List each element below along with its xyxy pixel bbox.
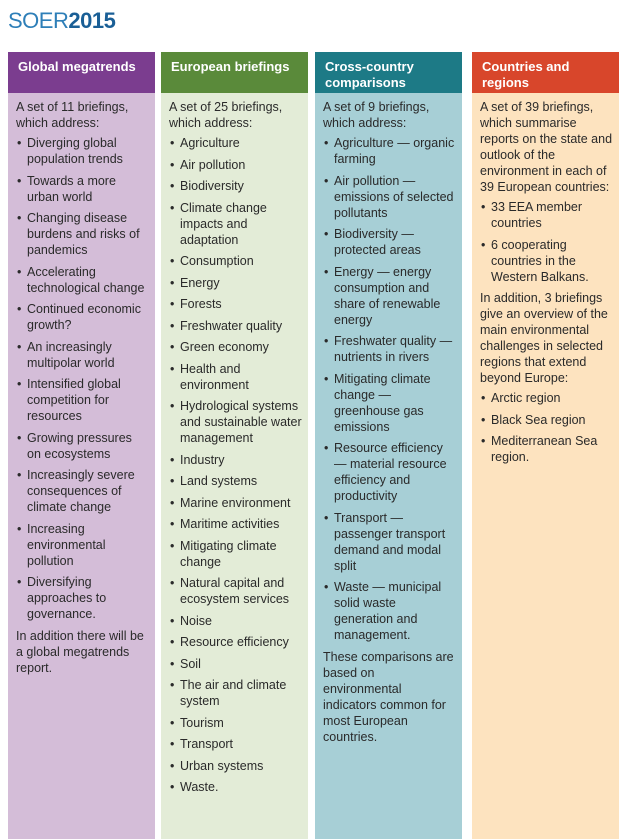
list-item: • Diverging global population trends bbox=[16, 135, 149, 167]
column-body bbox=[8, 93, 155, 839]
list-item: • Intensified global competition for resources bbox=[16, 376, 149, 424]
list-item: • Natural capital and ecosystem services bbox=[169, 575, 302, 607]
list-item: • Health and environment bbox=[169, 361, 302, 393]
list-item: • Transport — passenger transport demand and modal split bbox=[323, 510, 456, 574]
column-cross-country-comparisons bbox=[315, 52, 462, 839]
column-intro: A set of 25 briefings, which address: bbox=[169, 100, 283, 130]
list-item: • Agriculture bbox=[169, 135, 302, 151]
list-item: • Soil bbox=[169, 656, 302, 672]
list-item: • Marine environment bbox=[169, 495, 302, 511]
list-item: • Biodiversity — protected areas bbox=[323, 226, 456, 258]
list-item: • Mitigating climate change — greenhouse gas emissions bbox=[323, 371, 456, 435]
list-item: • Industry bbox=[169, 452, 302, 468]
briefing-list bbox=[323, 135, 456, 643]
list-item: • Resource efficiency — material resource efficiency and productivity bbox=[323, 440, 456, 504]
list-item: • Diversifying approaches to governance. bbox=[16, 574, 149, 622]
column-countries-and-regions bbox=[472, 52, 619, 839]
column-body bbox=[161, 93, 308, 839]
logo-year: 2015 bbox=[68, 8, 116, 33]
list-item: • 33 EEA member countries bbox=[480, 199, 613, 231]
list-item: • Agriculture — organic farming bbox=[323, 135, 456, 167]
column-intro: A set of 9 briefings, which address: bbox=[323, 100, 430, 130]
list-item: • An increasingly multipolar world bbox=[16, 339, 149, 371]
column-intro: A set of 11 briefings, which address: bbox=[16, 100, 129, 130]
list-item: • Growing pressures on ecosystems bbox=[16, 430, 149, 462]
briefing-list bbox=[169, 135, 302, 795]
soer-logo bbox=[8, 8, 115, 34]
list-item: • Waste. bbox=[169, 779, 302, 795]
list-item: • Changing disease burdens and risks of pandemics bbox=[16, 210, 149, 258]
list-item: • Consumption bbox=[169, 253, 302, 269]
briefing-list bbox=[480, 199, 613, 285]
region-list bbox=[480, 390, 613, 465]
list-item: • Increasing environmental pollution bbox=[16, 521, 149, 569]
list-item: • Forests bbox=[169, 296, 302, 312]
list-item: • Arctic region bbox=[480, 390, 613, 406]
list-item: • Transport bbox=[169, 736, 302, 752]
column-global-megatrends bbox=[8, 52, 155, 839]
list-item: • Maritime activities bbox=[169, 516, 302, 532]
list-item: • Freshwater quality bbox=[169, 318, 302, 334]
list-item: • Towards a more urban world bbox=[16, 173, 149, 205]
list-item: • Biodiversity bbox=[169, 178, 302, 194]
list-item: • 6 cooperating countries in the Western Balkans. bbox=[480, 237, 613, 285]
list-item: • Black Sea region bbox=[480, 412, 613, 428]
list-item: • Tourism bbox=[169, 715, 302, 731]
list-item: • Energy — energy consumption and share of renewable energy bbox=[323, 264, 456, 328]
list-item: • Continued economic growth? bbox=[16, 301, 149, 333]
list-item: • Green economy bbox=[169, 339, 302, 355]
list-item: • Increasingly severe consequences of climate change bbox=[16, 467, 149, 515]
column-header: Cross-country comparisons bbox=[315, 52, 462, 93]
list-item: • Waste — municipal solid waste generation and management. bbox=[323, 579, 456, 643]
list-item: • Accelerating technological change bbox=[16, 264, 149, 296]
list-item: • Urban systems bbox=[169, 758, 302, 774]
column-header: Global megatrends bbox=[8, 52, 155, 93]
list-item: • Air pollution — emissions of selected pollutants bbox=[323, 173, 456, 221]
list-item: • Energy bbox=[169, 275, 302, 291]
column-outro: In addition there will be a global megatrends report. bbox=[16, 628, 144, 675]
list-item: • Mitigating climate change bbox=[169, 538, 302, 570]
column-intro: A set of 39 briefings, which summarise reports on the state and outlook of the environment in each of 39 European countries: bbox=[480, 100, 613, 194]
column-body bbox=[315, 93, 462, 839]
briefing-list bbox=[16, 135, 149, 622]
list-item: • Land systems bbox=[169, 473, 302, 489]
list-item: • The air and climate system bbox=[169, 677, 302, 709]
column-european-briefings bbox=[161, 52, 308, 839]
list-item: • Noise bbox=[169, 613, 302, 629]
column-body bbox=[472, 93, 619, 839]
list-item: • Hydrological systems and sustainable water management bbox=[169, 398, 302, 446]
list-item: • Climate change impacts and adaptation bbox=[169, 200, 302, 248]
column-middle-text: In addition, 3 briefings give an overview of the main environmental challenges in selected regions that extend beyond Europe: bbox=[480, 291, 608, 385]
list-item: • Resource efficiency bbox=[169, 634, 302, 650]
logo-prefix: SOER bbox=[8, 8, 69, 33]
column-header: Countries and regions bbox=[472, 52, 619, 93]
column-outro: These comparisons are based on environmental indicators common for most European countries. bbox=[323, 649, 454, 744]
list-item: • Air pollution bbox=[169, 157, 302, 173]
column-header: European briefings bbox=[161, 52, 308, 93]
list-item: • Mediterranean Sea region. bbox=[480, 433, 613, 465]
list-item: • Freshwater quality — nutrients in rivers bbox=[323, 333, 456, 365]
